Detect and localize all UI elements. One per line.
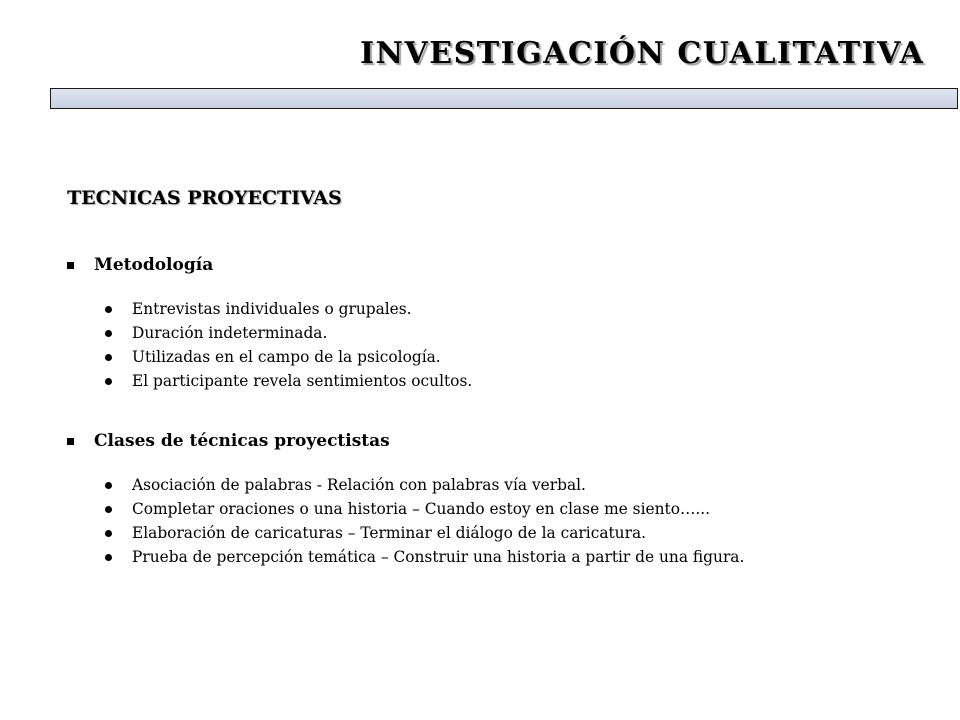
group-heading [67,251,947,279]
list-item [105,345,947,369]
list-item-text: Entrevistas individuales o grupales. [132,300,412,318]
list-item [105,497,947,521]
list-item-text: Elaboración de caricaturas – Terminar el diálogo de la caricatura. [132,524,647,542]
round-bullet-icon [105,506,112,513]
group-title-metodologia: Metodología [94,255,214,275]
round-bullet-icon [105,482,112,489]
list-item [105,297,947,321]
list-item [105,521,947,545]
title-underline-bar [50,88,958,109]
list-item-text: Asociación de palabras - Relación con palabras vía verbal. [132,476,586,494]
slide-title: INVESTIGACIÓN CUALITATIVA [360,36,925,71]
bullet-list-metodologia [67,297,947,393]
list-item-text: Duración indeterminada. [132,324,328,342]
list-item [105,545,947,569]
group-clases-de-tecnicas [67,427,947,569]
round-bullet-icon [105,378,112,385]
round-bullet-icon [105,330,112,337]
group-metodologia [67,251,947,393]
group-title-clases: Clases de técnicas proyectistas [94,431,390,451]
bullet-list-clases [67,473,947,569]
list-item [105,473,947,497]
square-bullet-icon [67,438,74,445]
group-heading [67,427,947,455]
list-item-text: Completar oraciones o una historia – Cuando estoy en clase me siento…... [132,500,711,518]
round-bullet-icon [105,530,112,537]
list-item [105,369,947,393]
list-item-text: El participante revela sentimientos ocultos. [132,372,473,390]
round-bullet-icon [105,354,112,361]
section-heading: TECNICAS PROYECTIVAS [67,187,342,209]
list-item-text: Prueba de percepción temática – Construir una historia a partir de una figura. [132,548,745,566]
list-item-text: Utilizadas en el campo de la psicología. [132,348,441,366]
square-bullet-icon [67,262,74,269]
round-bullet-icon [105,554,112,561]
round-bullet-icon [105,306,112,313]
list-item [105,321,947,345]
